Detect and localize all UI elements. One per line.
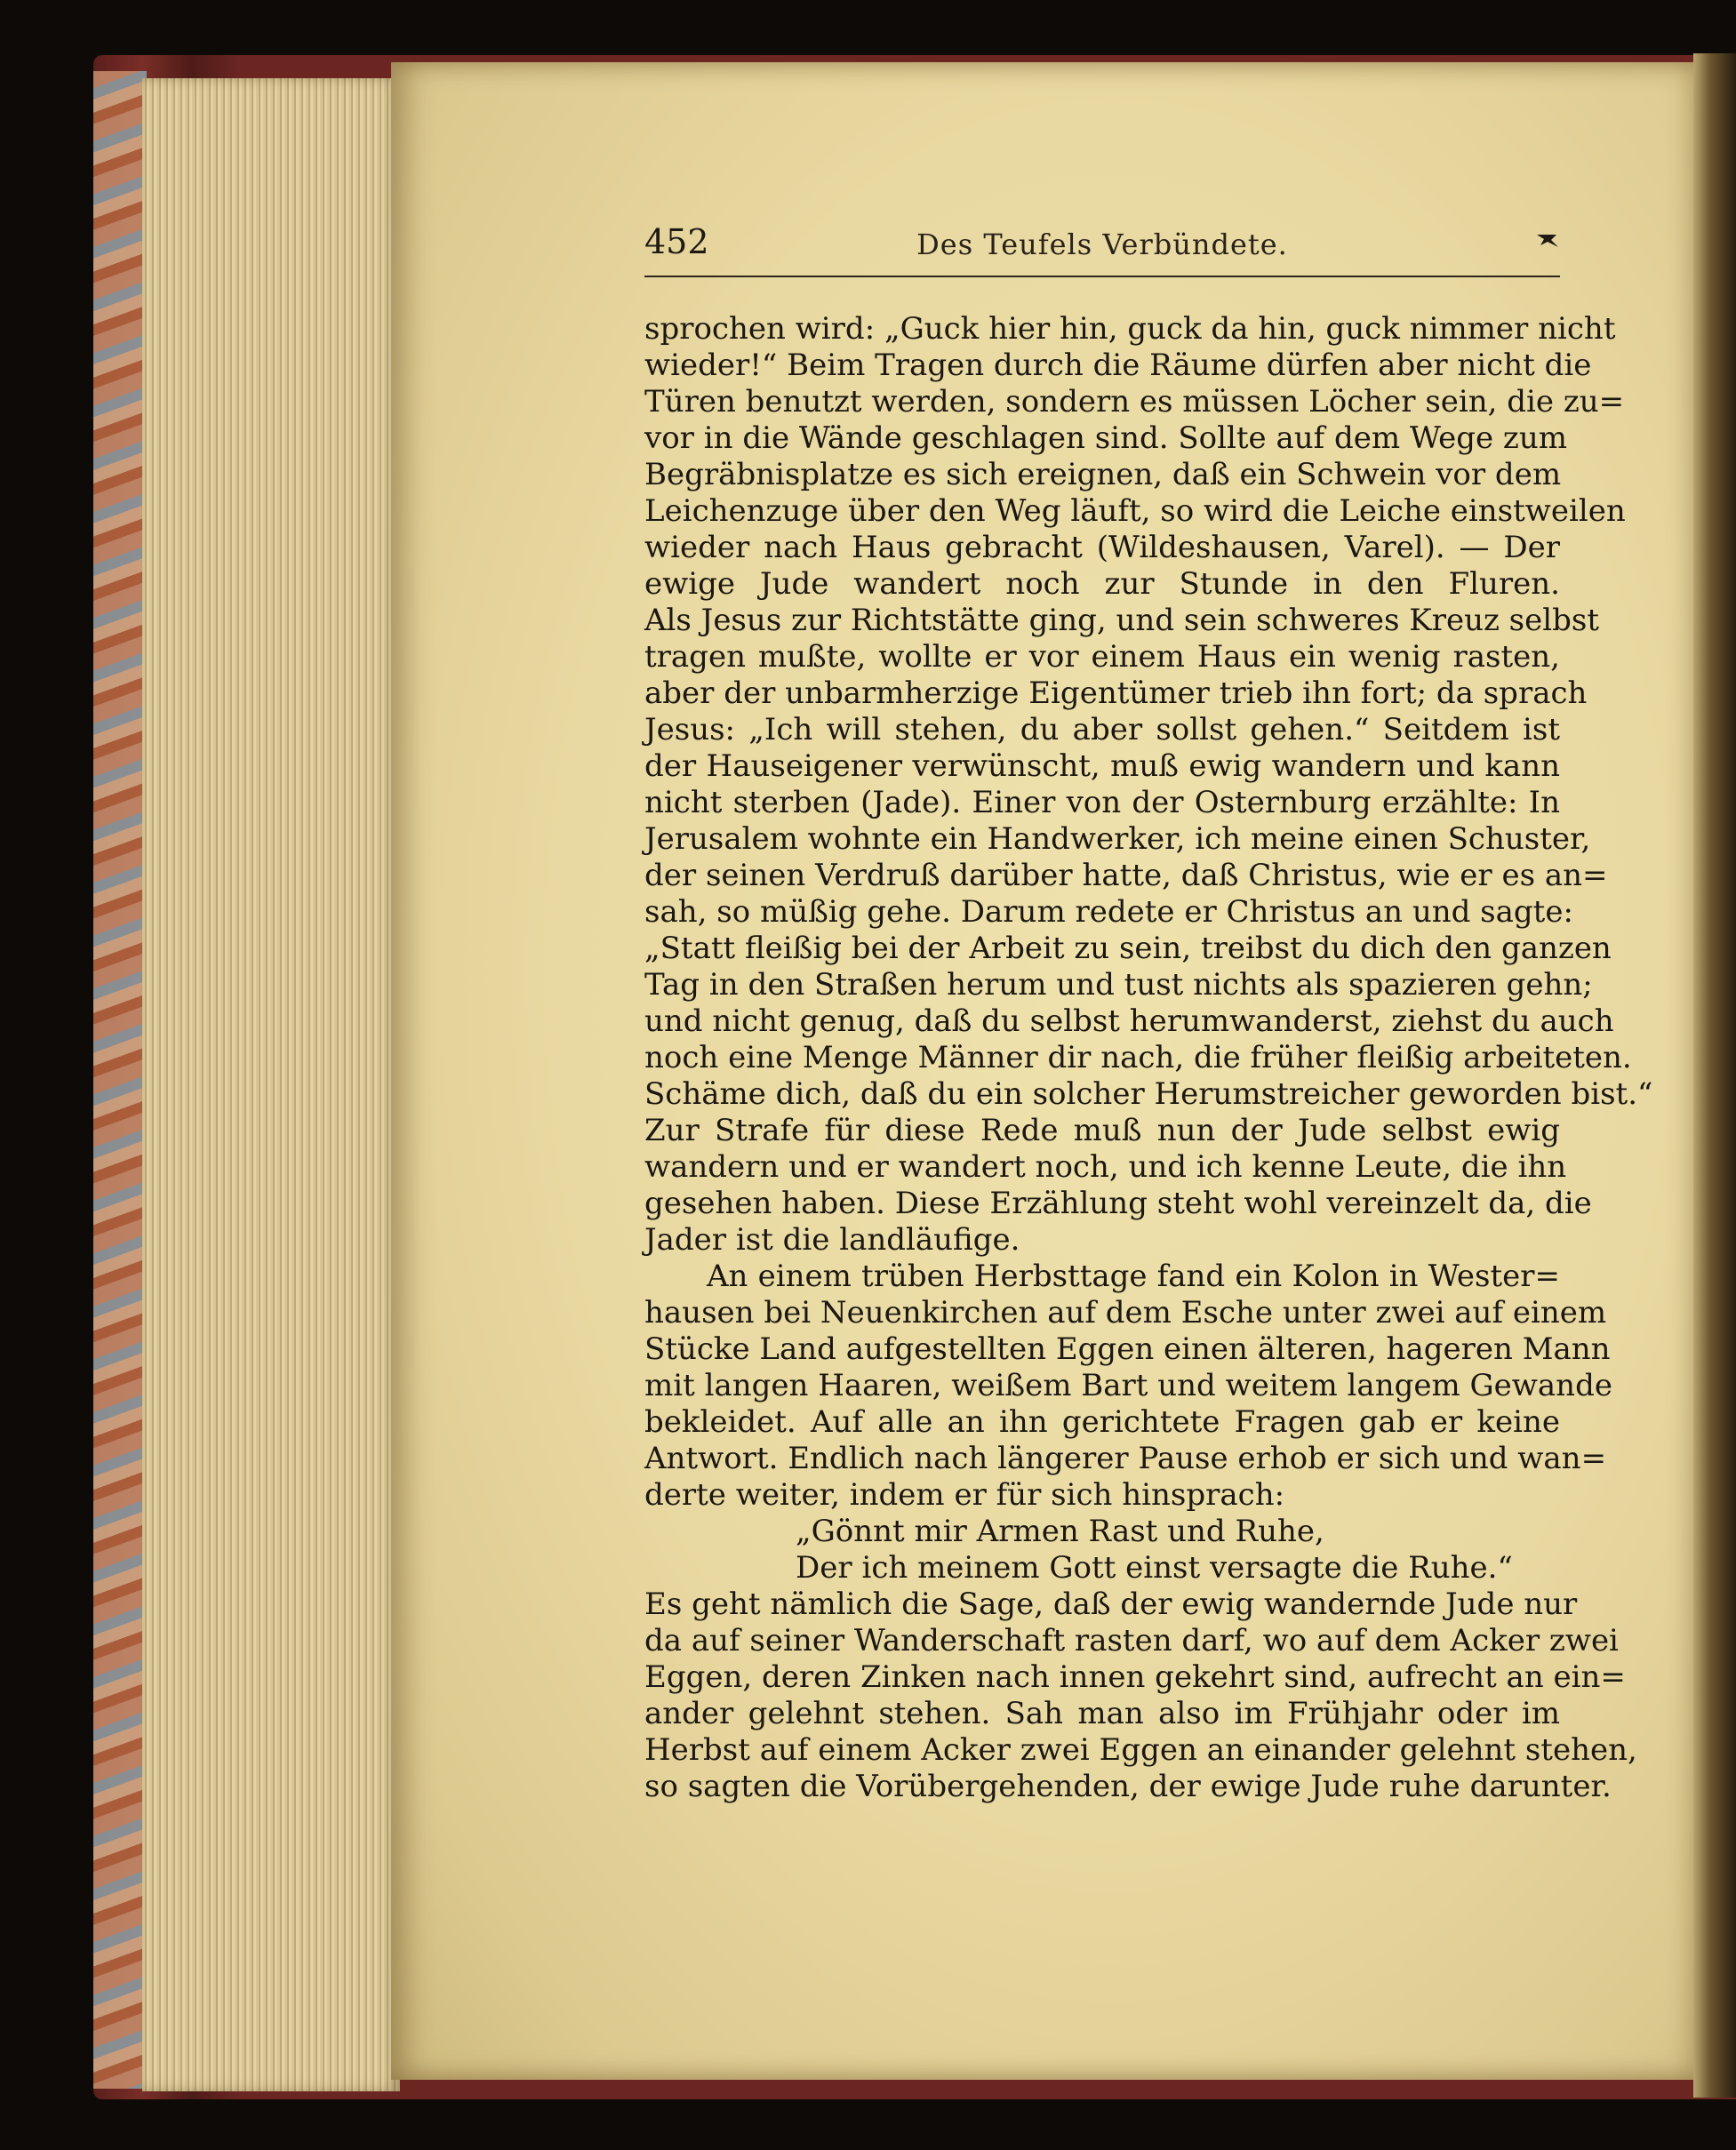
- page-edges: [142, 78, 400, 2091]
- text-line: Tag in den Straßen herum und tust nichts als spazieren gehn;: [644, 967, 1593, 1003]
- text-line: ander gelehnt stehen. Sah man also im Frühjahr oder im: [644, 1696, 1560, 1731]
- text-line: vor in die Wände geschlagen sind. Sollte auf dem Wege zum: [644, 420, 1567, 456]
- text-line: bekleidet. Auf alle an ihn gerichtete Fragen gab er keine: [644, 1404, 1560, 1440]
- text-line: mit langen Haaren, weißem Bart und weitem langem Gewande: [644, 1368, 1612, 1403]
- text-line: Begräbnisplatze es sich ereignen, daß ein Schwein vor dem: [644, 457, 1562, 492]
- text-line: aber der unbarmherzige Eigentümer trieb ihn fort; da sprach: [644, 675, 1588, 711]
- text-line: wieder nach Haus gebracht (Wildeshausen, Varel). — Der: [644, 530, 1560, 565]
- text-line: An einem trüben Herbsttage fand ein Kolon in Wester=: [707, 1259, 1560, 1294]
- text-line: der Hauseigener verwünscht, muß ewig wandern und kann: [644, 748, 1560, 784]
- text-line: sprochen wird: „Guck hier hin, guck da hin, guck nimmer nicht: [644, 311, 1616, 347]
- text-line: und nicht genug, daß du selbst herumwanderst, ziehst du auch: [644, 1003, 1614, 1039]
- text-line: Antwort. Endlich nach längerer Pause erhob er sich und wan=: [644, 1441, 1607, 1476]
- facing-page-shadow: [1693, 53, 1736, 2098]
- body-text: [644, 311, 1653, 1805]
- running-title: Des Teufels Verbündete.: [916, 228, 1288, 261]
- verse-line: „Gönnt mir Armen Rast und Ruhe,: [796, 1514, 1324, 1549]
- text-line: nicht sterben (Jade). Einer von der Osternburg erzählte: In: [644, 785, 1560, 820]
- page-number: 452: [644, 222, 709, 261]
- text-line: da auf seiner Wanderschaft rasten darf, wo auf dem Acker zwei: [644, 1623, 1619, 1658]
- running-head: [644, 222, 1560, 277]
- text-line: gesehen haben. Diese Erzählung steht wohl vereinzelt da, die: [644, 1186, 1592, 1221]
- text-line: ewige Jude wandert noch zur Stunde in den Fluren.: [644, 566, 1560, 602]
- text-line: hausen bei Neuenkirchen auf dem Esche unter zwei auf einem: [644, 1295, 1607, 1331]
- text-line: Jerusalem wohnte ein Handwerker, ich meine einen Schuster,: [644, 821, 1591, 857]
- text-line: Leichenzuge über den Weg läuft, so wird die Leiche einstweilen: [644, 493, 1626, 529]
- text-line: Türen benutzt werden, sondern es müssen Löcher sein, die zu=: [644, 384, 1625, 420]
- text-line: der seinen Verdruß darüber hatte, daß Christus, wie er es an=: [644, 858, 1608, 893]
- verse-line: Der ich meinem Gott einst versagte die Ruhe.“: [796, 1550, 1513, 1586]
- text-line: Zur Strafe für diese Rede muß nun der Jude selbst ewig: [644, 1113, 1560, 1148]
- text-line: Jesus: „Ich will stehen, du aber sollst gehen.“ Seitdem ist: [644, 712, 1560, 747]
- text-line: sah, so müßig gehe. Darum redete er Christus an und sagte:: [644, 894, 1573, 930]
- text-line: Herbst auf einem Acker zwei Eggen an einander gelehnt stehen,: [644, 1732, 1637, 1768]
- text-line: wandern und er wandert noch, und ich kenne Leute, die ihn: [644, 1149, 1567, 1185]
- text-line: tragen mußte, wollte er vor einem Haus ein wenig rasten,: [644, 639, 1560, 675]
- text-line: Als Jesus zur Richtstätte ging, und sein schweres Kreuz selbst: [644, 603, 1600, 638]
- text-line: Eggen, deren Zinken nach innen gekehrt sind, aufrecht an ein=: [644, 1659, 1626, 1695]
- text-line: so sagten die Vorübergehenden, der ewige Jude ruhe darunter.: [644, 1769, 1612, 1804]
- text-line: derte weiter, indem er für sich hinsprach:: [644, 1477, 1285, 1513]
- text-line: „Statt fleißig bei der Arbeit zu sein, treibst du dich den ganzen: [644, 931, 1612, 966]
- fleuron-icon: [1535, 229, 1560, 251]
- text-line: Es geht nämlich die Sage, daß der ewig wandernde Jude nur: [644, 1587, 1578, 1622]
- text-line: Stücke Land aufgestellten Eggen einen älteren, hageren Mann: [644, 1331, 1611, 1367]
- text-line: noch eine Menge Männer dir nach, die früher fleißig arbeiteten.: [644, 1040, 1632, 1075]
- text-line: Schäme dich, daß du ein solcher Herumstreicher geworden bist.“: [644, 1076, 1653, 1112]
- text-line: Jader ist die landläufige.: [644, 1222, 1020, 1258]
- marbled-edge: [93, 71, 147, 2089]
- text-line: wieder!“ Beim Tragen durch die Räume dürfen aber nicht die: [644, 348, 1592, 383]
